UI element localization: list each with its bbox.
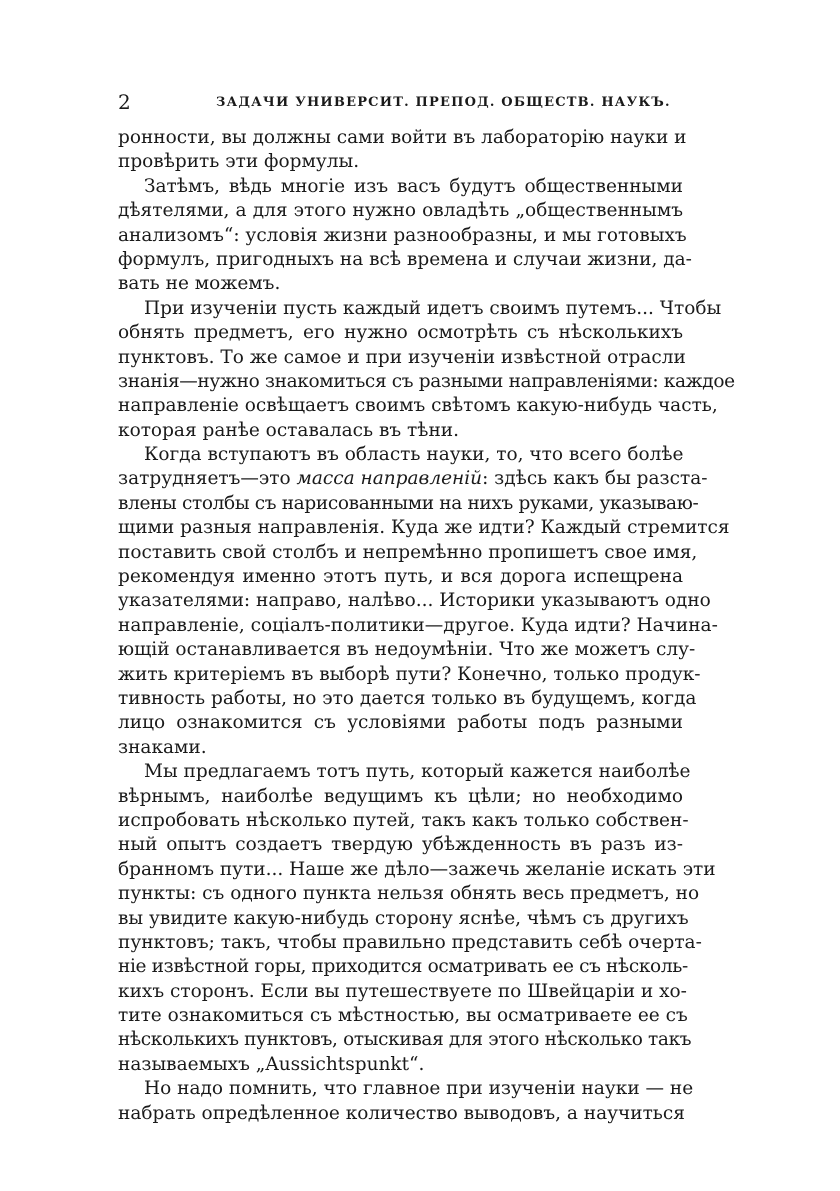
- text-line: испробовать нѣсколько путей, такъ какъ только собствен-: [118, 809, 689, 831]
- text-line: знаками.: [118, 736, 207, 758]
- text-line: провѣрить эти формулы.: [118, 151, 360, 173]
- text-segment: затрудняетъ—это: [118, 468, 297, 490]
- text-line: указателями: направо, налѣво... Историки указываютъ одно: [118, 590, 711, 612]
- text-line: рекомендуя именно этотъ путь, и вся дорога испещрена: [118, 566, 683, 588]
- text-line: анализомъ“: условія жизни разнообразны, и мы готовыхъ: [118, 224, 687, 246]
- italic-phrase: масса направленій: [296, 468, 483, 490]
- text-line: Затѣмъ, вѣдь многіе изъ васъ будутъ общественными: [144, 175, 683, 197]
- text-line-with-italic: [118, 467, 708, 491]
- text-line: Когда вступаютъ въ область науки, то, что всего болѣе: [144, 444, 684, 466]
- text-line: дѣятелями, а для этого нужно овладѣть „общественнымъ: [118, 200, 683, 222]
- text-line: направленіе освѣщаетъ своимъ свѣтомъ какую-нибудь часть,: [118, 395, 718, 417]
- text-line: щими разныя направленія. Куда же идти? Каждый стремится: [118, 517, 730, 539]
- text-line: обнять предметъ, его нужно осмотрѣть съ нѣсколькихъ: [118, 322, 683, 344]
- text-line: пунктовъ; такъ, чтобы правильно представить себѣ очерта-: [118, 931, 702, 953]
- text-line: тивность работы, но это дается только въ будущемъ, когда: [118, 687, 697, 709]
- text-line: вать не можемъ.: [118, 273, 281, 295]
- text-line: ющій останавливается въ недоумѣніи. Что же можетъ слу-: [118, 639, 696, 661]
- text-line: ронности, вы должны сами войти въ лабораторію науки и: [118, 127, 687, 148]
- text-line: нѣсколькихъ пунктовъ, отыскивая для этого нѣсколько такъ: [118, 1029, 692, 1051]
- text-line: ніе извѣстной горы, приходится осматривать ее съ нѣсколь-: [118, 956, 688, 978]
- running-title: ЗАДАЧИ УНИВЕРСИТ. ПРЕПОД. ОБЩЕСТВ. НАУКЪ.: [216, 95, 671, 110]
- text-line: Мы предлагаемъ тотъ путь, который кажется наиболѣе: [144, 761, 691, 783]
- text-line: знанія—нужно знакомиться съ разными направленіями: каждое: [118, 370, 735, 392]
- text-line: ный опытъ создаетъ твердую убѣжденность въ разъ из-: [118, 834, 683, 856]
- text-line: формулъ, пригодныхъ на всѣ времена и случаи жизни, да-: [118, 248, 692, 270]
- text-line: жить критеріемъ въ выборѣ пути? Конечно, только продук-: [118, 663, 701, 685]
- text-segment: : здѣсь какъ бы разста-: [482, 468, 708, 490]
- text-line: называемыхъ „Aussichtspunkt“.: [118, 1053, 425, 1075]
- text-line: поставить свой столбъ и непремѣнно пропишетъ свое имя,: [118, 541, 698, 563]
- text-line: вѣрнымъ, наиболѣе ведущимъ къ цѣли; но необходимо: [118, 785, 683, 807]
- text-line: направленіе, соціалъ-политики—другое. Куда идти? Начина-: [118, 614, 718, 636]
- text-line: пунктовъ. То же самое и при изученіи извѣстной отрасли: [118, 346, 686, 368]
- body-text: [118, 126, 735, 1126]
- text-line: которая ранѣе оставалась въ тѣни.: [118, 419, 459, 441]
- text-line: лицо ознакомится съ условіями работы подъ разными: [118, 712, 683, 734]
- text-line: влены столбы съ нарисованными на нихъ руками, указываю-: [118, 492, 699, 514]
- text-line: Но надо помнить, что главное при изученіи науки — не: [144, 1078, 694, 1100]
- page-number: 2: [118, 90, 131, 114]
- text-line: набрать опредѣленное количество выводовъ, а научиться: [118, 1102, 685, 1124]
- page-header: [118, 92, 683, 112]
- text-line: кихъ сторонъ. Если вы путешествуете по Швейцаріи и хо-: [118, 980, 687, 1002]
- text-line: тите ознакомиться съ мѣстностью, вы осматриваете ее съ: [118, 1005, 688, 1027]
- text-line: бранномъ пути... Наше же дѣло—зажечь желаніе искать эти: [118, 858, 716, 880]
- text-line: вы увидите какую-нибудь сторону яснѣе, чѣмъ съ другихъ: [118, 907, 689, 929]
- text-line: При изученіи пусть каждый идетъ своимъ путемъ... Чтобы: [144, 297, 722, 319]
- text-line: пункты: съ одного пункта нельзя обнять весь предметъ, но: [118, 883, 700, 905]
